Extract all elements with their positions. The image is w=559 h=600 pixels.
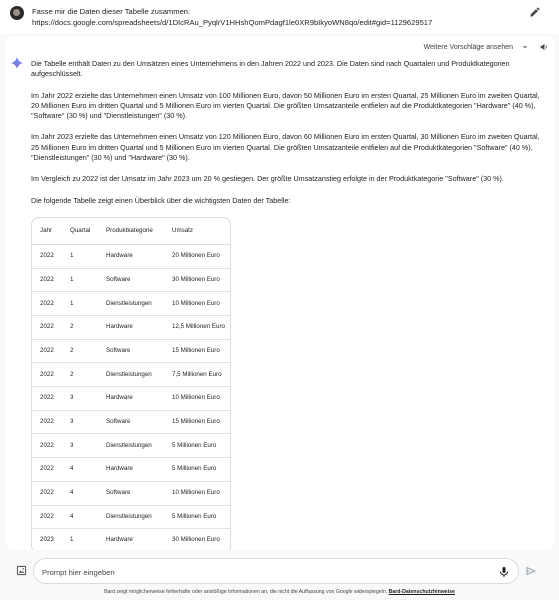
table-row [32,363,230,387]
user-prompt-row [0,0,559,34]
send-icon[interactable] [525,565,537,577]
table-cell: 1 [62,292,98,316]
table-cell: 7,5 Millionen Euro [164,363,230,387]
table-cell: Dienstleistungen [98,292,164,316]
table-row [32,482,230,506]
table-cell: Dienstleistungen [98,363,164,387]
chevron-down-icon [521,43,529,51]
table-cell: 2022 [32,316,62,340]
table-cell: 10 Millionen Euro [164,482,230,506]
table-cell: 2022 [32,269,62,293]
privacy-link[interactable]: Bard-Datenschutzhinweise [388,589,455,595]
table-cell: 2022 [32,340,62,364]
prompt-input-bar [33,558,519,584]
table-row [32,245,230,269]
show-drafts-button[interactable] [424,43,529,51]
data-table [31,217,231,550]
table-cell: 3 [62,434,98,458]
disclaimer-text: Bard zeigt möglicherweise fehlerhafte oder anstößige Informationen an, die nicht die Auffassung von Google widerspiegeln. [104,589,388,595]
table-cell: 5 Millionen Euro [164,434,230,458]
column-header: Jahr [32,218,62,245]
table-cell: 10 Millionen Euro [164,292,230,316]
table-cell: Hardware [98,245,164,269]
table-cell: 2023 [32,529,62,550]
table-cell: Software [98,340,164,364]
table-cell: Hardware [98,529,164,550]
pencil-icon[interactable] [529,6,541,18]
table-cell: 5 Millionen Euro [164,458,230,482]
table-cell: 1 [62,269,98,293]
table-row [32,269,230,293]
table-cell: 2 [62,363,98,387]
table-cell: 2022 [32,292,62,316]
column-header: Produktkategorie [98,218,164,245]
table-cell: 1 [62,245,98,269]
table-cell: Hardware [98,387,164,411]
speaker-icon[interactable] [539,42,549,52]
table-cell: 2022 [32,434,62,458]
column-header: Umsatz [164,218,230,245]
response-paragraph: Die folgende Tabelle zeigt einen Überblick über die wichtigsten Daten der Tabelle: [31,195,291,205]
table-cell: 4 [62,482,98,506]
table-cell: 15 Millionen Euro [164,340,230,364]
sparkle-icon [10,56,24,70]
table-cell: 1 [62,529,98,550]
response-paragraph: Im Jahr 2023 erzielte das Unternehmen einen Umsatz von 120 Millionen Euro, davon 60 Millionen Euro im ersten Quartal, 30 Millionen Euro im zweiten Quartal, 25 Millionen Euro im dritten Quartal und 5 Millionen Euro im vierten Quartal. Die größten Umsatzanteile entfielen auf die Produktkategorien "Software" (40 %), "Dienstleistungen" (30 %) und "Hardware" (30 %). [31,132,540,163]
prompt-line-1: Fasse mir die Daten dieser Tabelle zusammen: [32,7,191,16]
table-cell: 3 [62,411,98,435]
response-content [31,59,545,550]
table-row [32,506,230,530]
response-paragraph: Im Jahr 2022 erzielte das Unternehmen einen Umsatz von 100 Millionen Euro, davon 50 Millionen Euro im ersten Quartal, 25 Millionen Euro im zweiten Quartal, 20 Millionen Euro im dritten Quartal und 5 Millionen Euro im vierten Quartal. Die größten Umsatzanteile entfielen auf die Produktkategorien "Hardware" (40 %), "Software" (30 %) und "Dienstleistungen" (30 %). [31,90,540,121]
table-cell: Dienstleistungen [98,506,164,530]
table-cell: Hardware [98,458,164,482]
table-row [32,340,230,364]
response-card [5,36,555,550]
table-cell: 2 [62,340,98,364]
table-cell: Dienstleistungen [98,434,164,458]
table-header-row [32,218,230,245]
table-row [32,529,230,550]
table-row [32,458,230,482]
table-cell: 2022 [32,411,62,435]
table-cell: 4 [62,458,98,482]
table-cell: 30 Millionen Euro [164,529,230,550]
table-cell: Software [98,269,164,293]
show-drafts-label: Weitere Vorschläge ansehen [423,43,513,51]
table-cell: 2022 [32,506,62,530]
table-cell: 2 [62,316,98,340]
table-cell: Software [98,411,164,435]
table-cell: 2022 [32,482,62,506]
prompt-input[interactable] [42,563,482,581]
column-header: Quartal [62,218,98,245]
table-row [32,292,230,316]
table-cell: 4 [62,506,98,530]
table-cell: Hardware [98,316,164,340]
user-prompt-text [32,7,502,28]
microphone-icon[interactable] [498,565,510,579]
table-cell: 5 Millionen Euro [164,506,230,530]
image-icon[interactable] [16,565,27,576]
table-cell: 3 [62,387,98,411]
response-paragraph: Die Tabelle enthält Daten zu den Umsätzen eines Unternehmens in den Jahren 2022 und 2023. Die Daten sind nach Quartalen und Produktkategorien aufgeschlüsselt. [31,59,510,79]
table-cell: 30 Millionen Euro [164,269,230,293]
table-cell: 20 Millionen Euro [164,245,230,269]
prompt-line-2: https://docs.google.com/spreadsheets/d/1DIcRAu_PyqlrV1HHshQomPdagf1le0XR9bIkyoWN8qo/edit#gid=1129629517 [32,17,433,27]
table-row [32,316,230,340]
table-cell: 2022 [32,387,62,411]
table-cell: 2022 [32,245,62,269]
table-body [32,245,230,550]
table-cell: 10 Millionen Euro [164,387,230,411]
user-avatar[interactable] [10,6,24,20]
table-cell: 15 Millionen Euro [164,411,230,435]
table-cell: 2022 [32,458,62,482]
table-row [32,434,230,458]
table-row [32,411,230,435]
drafts-row [424,40,549,54]
response-paragraph: Im Vergleich zu 2022 ist der Umsatz im Jahr 2023 um 20 % gestiegen. Der größte Umsatzanstieg erfolgte in der Produktkategorie "Software" (30 %). [31,174,504,184]
disclaimer [0,589,559,595]
table-cell: 12,5 Millionen Euro [164,316,230,340]
table-row [32,387,230,411]
table-cell: Software [98,482,164,506]
table-cell: 2022 [32,363,62,387]
